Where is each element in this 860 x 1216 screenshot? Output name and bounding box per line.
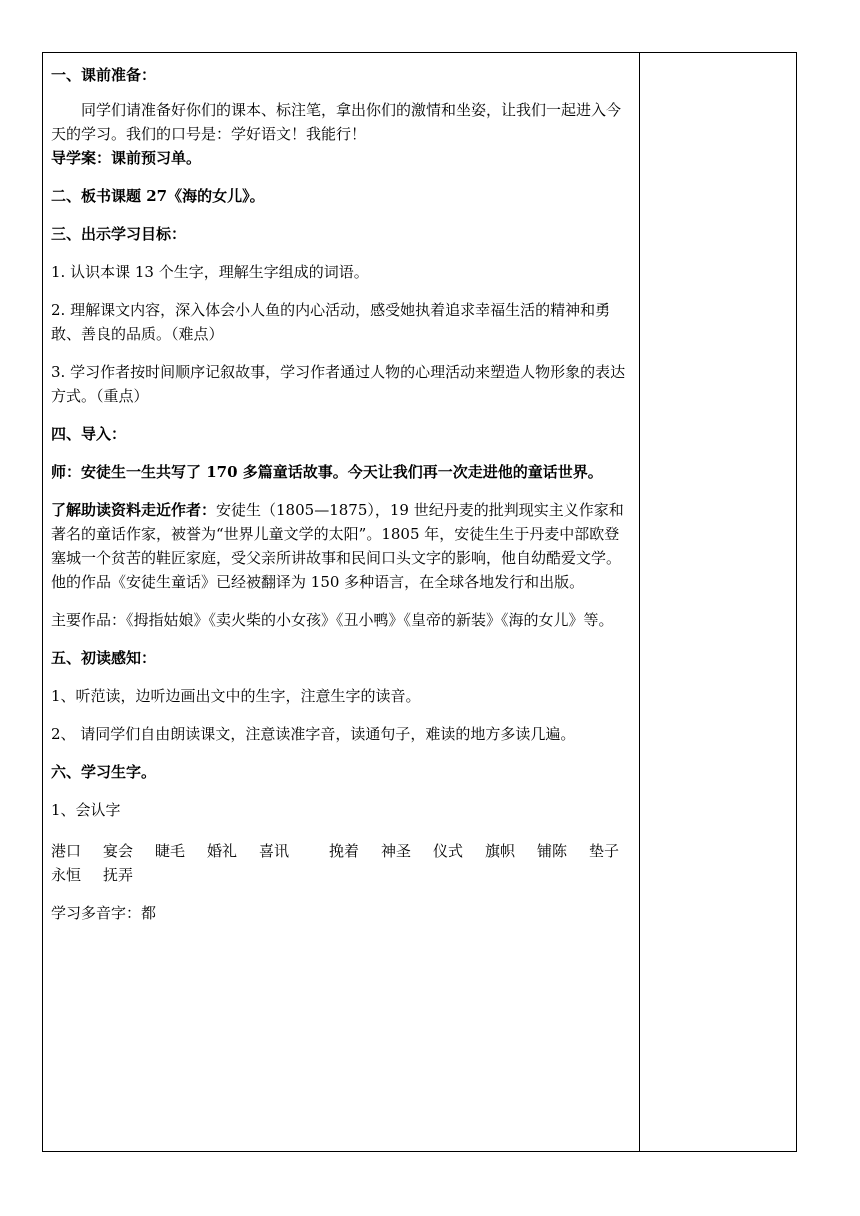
read-item: 2、 请同学们自由朗读课文，注意读准字音，读通句子，难读的地方多读几遍。 xyxy=(51,725,576,743)
works-text: 主要作品：《拇指姑娘》《卖火柴的小女孩》《丑小鸭》《皇帝的新装》《海的女儿》等。 xyxy=(51,611,614,629)
word-item: 仪式 xyxy=(433,842,464,860)
read-item: 1、听范读，边听边画出文中的生字，注意生字的读音。 xyxy=(51,687,421,705)
read-title: 五、初读感知： xyxy=(51,649,157,667)
word-item: 喜讯 xyxy=(259,842,290,860)
word-item: 永恒 xyxy=(51,866,82,884)
goals-title: 三、出示学习目标： xyxy=(51,225,187,243)
polyphone-text: 学习多音字：都 xyxy=(51,904,157,922)
word-list xyxy=(51,839,633,887)
learn-title: 六、学习生字。 xyxy=(51,763,157,781)
word-item: 旗帜 xyxy=(485,842,516,860)
goal-item: 3. 学习作者按时间顺序记叙故事，学习作者通过人物的心理活动来塑造人物形象的表达方式。（重点） xyxy=(51,363,626,405)
lesson-content xyxy=(43,53,639,925)
word-item: 神圣 xyxy=(381,842,412,860)
author-text: 安徒生（1805—1875），19 世纪丹麦的批判现实主义作家和著名的童话作家，被誉为“世界儿童文学的太阳”。1805 年，安徒生生于丹麦中部欧登塞城一个贫苦的鞋匠家庭，受父亲所讲故事和民间口头文字的影响，他自幼酷爱文学。他的作品《安徒生童话》已经被翻译为 150 多种语言，在全球各地发行和出版。 xyxy=(51,501,624,591)
lesson-table xyxy=(42,52,797,1152)
word-item: 垫子 xyxy=(589,842,620,860)
word-item: 睫毛 xyxy=(155,842,186,860)
intro-teacher: 师：安徒生一生共写了 170 多篇童话故事。今天让我们再一次走进他的童话世界。 xyxy=(51,463,603,481)
learn-sub: 1、会认字 xyxy=(51,801,121,819)
word-item: 挽着 xyxy=(329,842,360,860)
word-item: 港口 xyxy=(51,842,82,860)
word-item: 抚弄 xyxy=(103,866,134,884)
word-item: 婚礼 xyxy=(207,842,238,860)
side-cell xyxy=(640,53,797,1152)
main-cell xyxy=(43,53,640,1152)
goal-item: 1. 认识本课 13 个生字，理解生字组成的词语。 xyxy=(51,263,369,281)
author-paragraph xyxy=(51,498,633,594)
intro-title: 四、导入： xyxy=(51,425,127,443)
prep-text: 同学们请准备好你们的课本、标注笔，拿出你们的激情和坐姿，让我们一起进入今天的学习。我们的口号是：学好语文！我能行！ xyxy=(51,101,622,143)
word-item: 宴会 xyxy=(103,842,134,860)
guide-text: 导学案：课前预习单。 xyxy=(51,149,202,167)
prep-title: 一、课前准备： xyxy=(51,66,157,84)
author-label: 了解助读资料走近作者： xyxy=(51,501,217,519)
board-title: 二、板书课题 27《海的女儿》。 xyxy=(51,187,265,205)
word-item: 铺陈 xyxy=(537,842,568,860)
goal-item: 2. 理解课文内容，深入体会小人鱼的内心活动，感受她执着追求幸福生活的精神和勇敢、善良的品质。（难点） xyxy=(51,301,611,343)
